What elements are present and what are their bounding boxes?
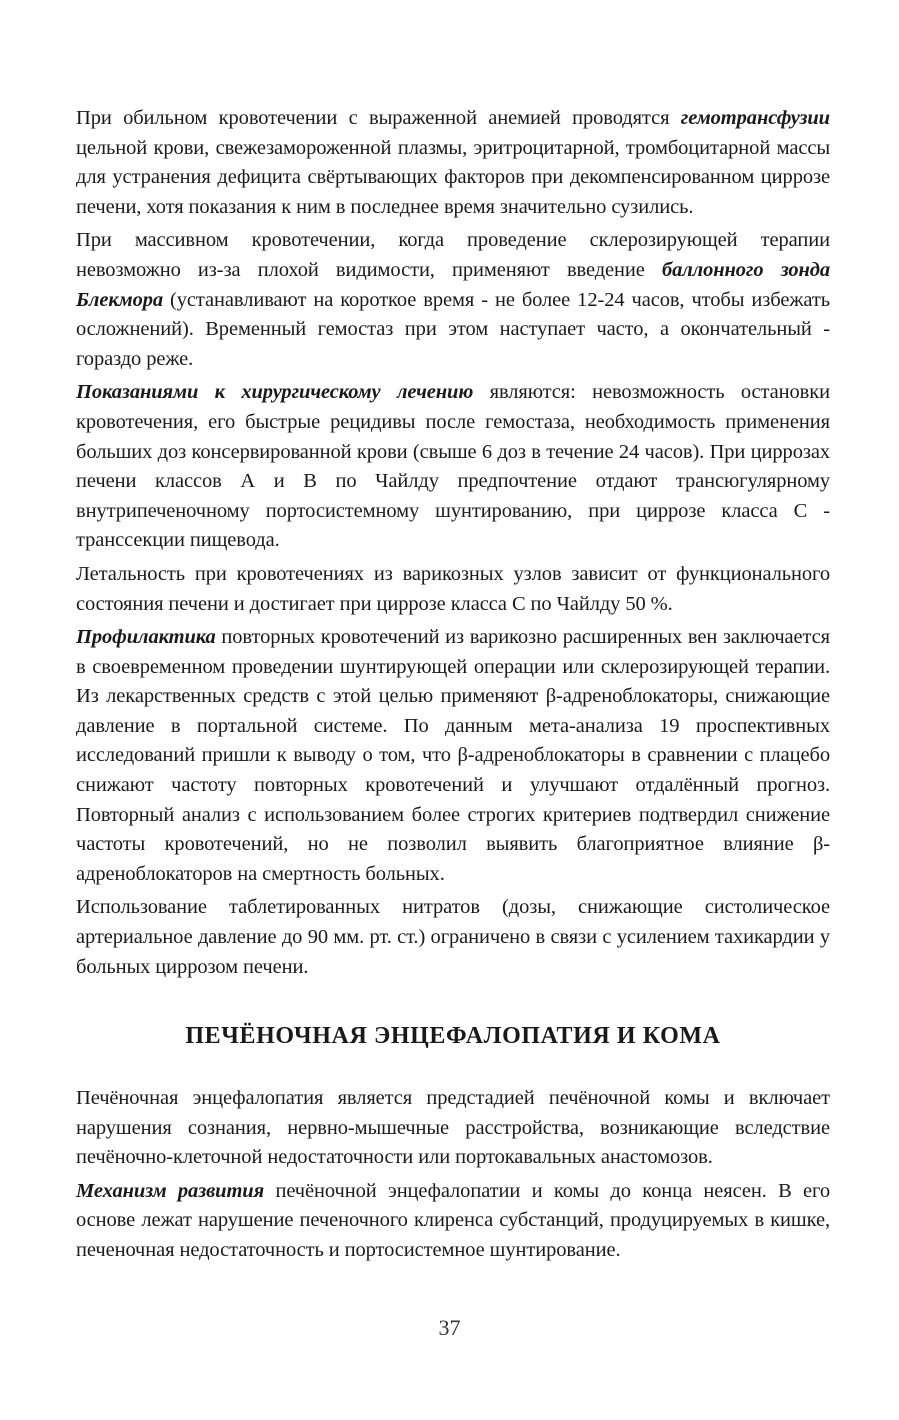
paragraph-text: цельной крови, свежезамороженной плазмы, эритроцитарной, тромбоцитарной массы для устранения дефицита свёртывающих факторов при декомпенсированном циррозе печени, хотя показания к ним в последнее время значительно сузились. bbox=[76, 136, 830, 218]
emphasis-term-indications: Показаниями к хирургическому лечению bbox=[76, 381, 474, 404]
paragraph-mechanism bbox=[76, 1177, 830, 1266]
paragraph-surgery-indications bbox=[76, 378, 830, 556]
paragraph-text: Летальность при кровотечениях из варикозных узлов зависит от функционального состояния печени и достигает при циррозе класса С по Чайлду 50 %. bbox=[76, 562, 830, 615]
paragraph-text: повторных кровотечений из варикозно расширенных вен заключается в своевременном проведении шунтирующей операции или склерозирующей терапии. Из лекарственных средств с этой целью применяют β-адреноблокаторы, снижающие давление в портальной системе. По данным мета-анализа 19 проспективных исследований пришли к выводу о том, что β-адреноблокаторы в сравнении с плацебо снижают частоту повторных кровотечений и улучшают отдалённый прогноз. Повторный анализ с использованием более строгих критериев подтвердил снижение частоты кровотечений, но не позволил выявить благоприятное влияние β-адреноблокаторов на смертность больных. bbox=[76, 626, 830, 885]
paragraph-text: Печёночная энцефалопатия является предстадией печёночной комы и включает нарушения сознания, нервно-мышечные расстройства, возникающие вследствие печёночно-клеточной недостаточности или портокавальных анастомозов. bbox=[76, 1087, 830, 1169]
paragraph-definition bbox=[76, 1084, 830, 1173]
paragraph-text: являются: невозможность остановки кровотечения, его быстрые рецидивы после гемостаза, необходимость применения больших доз консервированной крови (свыше 6 доз в течение 24 часов). При циррозах печени классов А и В по Чайлду предпочтение отдают трансюгулярному внутрипеченочному портосистемному шунтированию, при циррозе класса С - транссекции пищевода. bbox=[76, 381, 830, 552]
paragraph-blakemore-tube bbox=[76, 226, 830, 374]
emphasis-term-prophylaxis: Профилактика bbox=[76, 626, 216, 649]
page-number: 37 bbox=[438, 1315, 461, 1340]
emphasis-term-transfusion: гемотрансфузии bbox=[680, 107, 830, 129]
paragraph-mortality bbox=[76, 560, 830, 619]
section-encephalopathy bbox=[76, 1084, 830, 1270]
paragraph-text: (устанавливают на короткое время - не более 12-24 часов, чтобы избежать осложнений). Временный гемостаз при этом наступает часто, а окончательный - гораздо реже. bbox=[76, 288, 830, 370]
paragraph-text: При массивном кровотечении, когда проведение склерозирующей терапии невозможно из-за плохой видимости, применяют введение bbox=[76, 229, 830, 281]
paragraph-text: При обильном кровотечении с выраженной анемией проводятся bbox=[76, 107, 681, 129]
section-bleeding-therapy bbox=[76, 104, 830, 986]
paragraph-text: Использование таблетированных нитратов (дозы, снижающие систолическое артериальное давление до 90 мм. рт. ст.) ограничено в связи с усилением тахикардии у больных циррозом печени. bbox=[76, 896, 830, 978]
emphasis-term-mechanism: Механизм развития bbox=[76, 1179, 265, 1202]
paragraph-prophylaxis bbox=[76, 623, 830, 889]
paragraph-nitrates bbox=[76, 893, 830, 982]
paragraph-transfusion bbox=[76, 104, 830, 222]
paragraph-text: печёночной энцефалопатии и комы до конца неясен. В его основе лежат нарушение печеночного клиренса субстанций, продуцируемых в кишке, печеночная недостаточность и портосистемное шунтирование. bbox=[76, 1179, 830, 1261]
emphasis-term-blakemore: баллонного зонда Блекмора bbox=[76, 258, 831, 311]
section-heading: ПЕЧЁНОЧНАЯ ЭНЦЕФАЛОПАТИЯ И КОМА bbox=[185, 1023, 721, 1049]
